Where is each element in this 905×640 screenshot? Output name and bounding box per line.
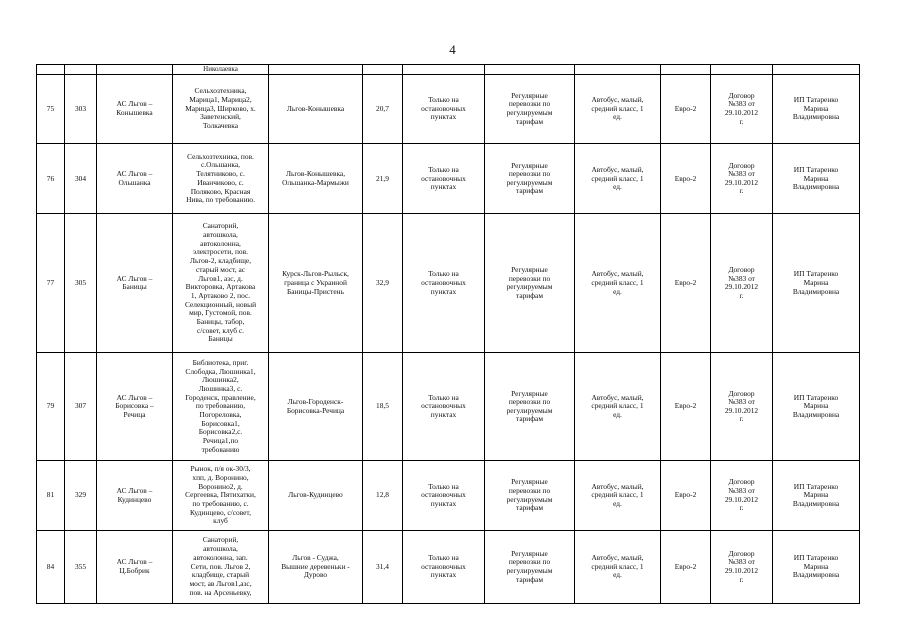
cell-name: АС Льгов – Ольшанка: [97, 144, 173, 214]
cell-streets: Льгов-Кудинцево: [269, 461, 363, 531]
cell-name: АС Льгов – Борисовка – Речица: [97, 353, 173, 461]
cell-stop-mode: Только на остановочных пунктах: [403, 530, 485, 603]
cell-carrier: ИП Татаренко Марина Владимировна: [773, 530, 860, 603]
cell-eco: [661, 65, 711, 75]
cell-carrier: ИП Татаренко Марина Владимировна: [773, 144, 860, 214]
cell-vehicle: Автобус, малый, средний класс, 1 ед.: [575, 461, 661, 531]
cell-type: Регулярные перевозки по регулируемым тарифам: [485, 74, 575, 144]
cell-carrier: ИП Татаренко Марина Владимировна: [773, 214, 860, 353]
cell-length: 20,7: [363, 74, 403, 144]
page-number: 4: [449, 42, 456, 57]
cell-contract: Договор №383 от 29.10.2012 г.: [711, 144, 773, 214]
cell-stops: Библиотека, приг. Слободка, Люшинка1, Люшинка2, Люшинка3, с. Городенск, правление, по требованию, Погореловка, Борисовка1, Борисовка2,с. Речица1,по требованию: [173, 353, 269, 461]
cell-length: 32,9: [363, 214, 403, 353]
table-row: [37, 530, 860, 603]
cell-streets: Курск-Льгов-Рыльск, граница с Украиной Баницы-Пристень: [269, 214, 363, 353]
cell-stops: Рынок, п/я ок-30/3, хпп, д. Воронино, Воронино2, д. Сергеевка, Пятихатки, по требованию, с. Кудинцево, с/совет, клуб: [173, 461, 269, 531]
cell-route-no: [65, 65, 97, 75]
cell-type: Регулярные перевозки по регулируемым тарифам: [485, 353, 575, 461]
cell-length: [363, 65, 403, 75]
cell-contract: Договор №383 от 29.10.2012 г.: [711, 353, 773, 461]
cell-num: 77: [37, 214, 65, 353]
cell-contract: Договор №383 от 29.10.2012 г.: [711, 214, 773, 353]
cell-name: АС Льгов – Конышевка: [97, 74, 173, 144]
cell-contract: Договор №383 от 29.10.2012 г.: [711, 530, 773, 603]
cell-vehicle: Автобус, малый, средний класс, 1 ед.: [575, 353, 661, 461]
cell-name: АС Льгов – Баницы: [97, 214, 173, 353]
cell-carrier: ИП Татаренко Марина Владимировна: [773, 461, 860, 531]
cell-stop-mode: Только на остановочных пунктах: [403, 144, 485, 214]
cell-type: Регулярные перевозки по регулируемым тарифам: [485, 530, 575, 603]
cell-length: 18,5: [363, 353, 403, 461]
cell-num: 79: [37, 353, 65, 461]
cell-route-no: 329: [65, 461, 97, 531]
cell-num: 84: [37, 530, 65, 603]
cell-name: АС Льгов – Кудинцево: [97, 461, 173, 531]
cell-stop-mode: Только на остановочных пунктах: [403, 461, 485, 531]
cell-streets: Льгов-Конышевка: [269, 74, 363, 144]
cell-stops: Санаторий, автошкола, автоколонна, электросети, пов. Льгов-2, кладбище, старый мост, ас Льгов1, азс, д. Викторовка, Артакова 1, Артаково 2, пос. Селекционный, новый мир, Густомой, пов. Баницы, табор, с/совет, клуб с. Баницы: [173, 214, 269, 353]
cell-eco: Евро-2: [661, 353, 711, 461]
cell-stops: Сельхозтехника, Марица1, Марица2, Марица3, Ширково, х. Заветенский, Толкачевка: [173, 74, 269, 144]
cell-route-no: 303: [65, 74, 97, 144]
cell-streets: Льгов - Суджа, Вышние деревеньки - Дурово: [269, 530, 363, 603]
cell-vehicle: [575, 65, 661, 75]
cell-streets: Льгов-Городенск- Борисовка-Речица: [269, 353, 363, 461]
cell-route-no: 305: [65, 214, 97, 353]
cell-type: [485, 65, 575, 75]
table-row: [37, 144, 860, 214]
table-row: [37, 74, 860, 144]
cell-stops: Сельхозтехника, пов. с.Ольшанка, Телятниково, с. Иванчиково, с. Поляково, Красная Нива, по требованию.: [173, 144, 269, 214]
cell-carrier: ИП Татаренко Марина Владимировна: [773, 74, 860, 144]
routes-table-body: [37, 65, 860, 604]
cell-length: 21,9: [363, 144, 403, 214]
cell-name: АС Льгов – Ц.Бобрик: [97, 530, 173, 603]
cell-contract: Договор №383 от 29.10.2012 г.: [711, 74, 773, 144]
cell-num: [37, 65, 65, 75]
cell-vehicle: Автобус, малый, средний класс, 1 ед.: [575, 214, 661, 353]
cell-stop-mode: Только на остановочных пунктах: [403, 353, 485, 461]
cell-stops: Санаторий, автошкола, автоколонна, зап. Сети, пов. Льгов 2, кладбище, старый мост, ав Льгов1,азс, пов. на Арсеньевку,: [173, 530, 269, 603]
cell-stop-mode: [403, 65, 485, 75]
cell-streets: Льгов-Конышевка, Ольшанка-Мармыжи: [269, 144, 363, 214]
cell-eco: Евро-2: [661, 461, 711, 531]
cell-stop-mode: Только на остановочных пунктах: [403, 74, 485, 144]
table-row: [37, 461, 860, 531]
cell-type: Регулярные перевозки по регулируемым тарифам: [485, 461, 575, 531]
continuation-row: [37, 65, 860, 75]
cell-eco: Евро-2: [661, 74, 711, 144]
cell-length: 31,4: [363, 530, 403, 603]
cell-eco: Евро-2: [661, 530, 711, 603]
cell-stop-mode: Только на остановочных пунктах: [403, 214, 485, 353]
cell-route-no: 355: [65, 530, 97, 603]
cell-vehicle: Автобус, малый, средний класс, 1 ед.: [575, 74, 661, 144]
cell-vehicle: Автобус, малый, средний класс, 1 ед.: [575, 530, 661, 603]
cell-vehicle: Автобус, малый, средний класс, 1 ед.: [575, 144, 661, 214]
cell-num: 76: [37, 144, 65, 214]
cell-length: 12,8: [363, 461, 403, 531]
cell-num: 75: [37, 74, 65, 144]
cell-stops: Николаевка: [173, 65, 269, 75]
cell-streets: [269, 65, 363, 75]
cell-eco: Евро-2: [661, 144, 711, 214]
routes-table: [36, 64, 860, 604]
cell-contract: Договор №383 от 29.10.2012 г.: [711, 461, 773, 531]
cell-route-no: 304: [65, 144, 97, 214]
cell-eco: Евро-2: [661, 214, 711, 353]
cell-route-no: 307: [65, 353, 97, 461]
table-row: [37, 214, 860, 353]
table-row: [37, 353, 860, 461]
cell-contract: [711, 65, 773, 75]
cell-type: Регулярные перевозки по регулируемым тарифам: [485, 214, 575, 353]
cell-type: Регулярные перевозки по регулируемым тарифам: [485, 144, 575, 214]
cell-carrier: ИП Татаренко Марина Владимировна: [773, 353, 860, 461]
cell-carrier: [773, 65, 860, 75]
cell-num: 81: [37, 461, 65, 531]
cell-name: [97, 65, 173, 75]
